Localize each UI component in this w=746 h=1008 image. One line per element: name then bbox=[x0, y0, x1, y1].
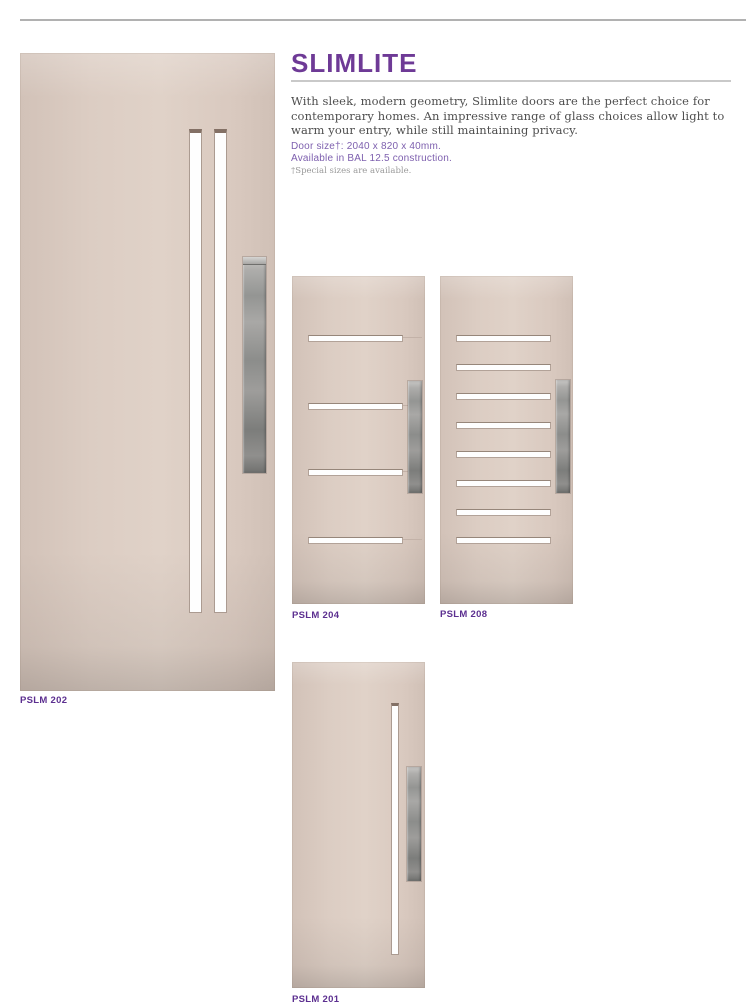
groove-line bbox=[403, 337, 422, 338]
glass-slit-horizontal bbox=[456, 422, 551, 429]
door-image-pslm-208-eight-horizontal-lites bbox=[440, 276, 573, 604]
glass-slit-horizontal bbox=[456, 451, 551, 458]
glass-slit-horizontal bbox=[456, 537, 551, 544]
glass-slit-horizontal bbox=[308, 469, 403, 476]
description-text: With sleek, modern geometry, Slimlite doors are the perfect choice for contemporary homes. An impressive range of glass choices allow light to warm your entry, while still maintaining privacy. bbox=[291, 94, 725, 138]
glass-slit-horizontal bbox=[456, 335, 551, 342]
door-handle bbox=[407, 767, 421, 881]
door-handle bbox=[243, 257, 266, 473]
product-label-pslm-204: PSLM 204 bbox=[292, 610, 340, 621]
glass-slit-horizontal bbox=[308, 537, 403, 544]
glass-slit-horizontal bbox=[456, 393, 551, 400]
glass-slit-horizontal bbox=[456, 480, 551, 487]
door-handle-cap bbox=[243, 257, 266, 265]
door-image-pslm-204-four-horizontal-lites bbox=[292, 276, 425, 604]
glass-slit-horizontal bbox=[308, 335, 403, 342]
product-label-pslm-201: PSLM 201 bbox=[292, 994, 340, 1005]
page-title: SLIMLITE bbox=[291, 48, 418, 78]
door-handle bbox=[408, 381, 422, 493]
glass-slit-vertical bbox=[189, 129, 202, 613]
door-image-pslm-202-two-vertical-lites bbox=[20, 53, 275, 691]
glass-slit-horizontal bbox=[456, 509, 551, 516]
footnote-text: †Special sizes are available. bbox=[291, 166, 412, 176]
bal-rating-text: Available in BAL 12.5 construction. bbox=[291, 153, 452, 164]
glass-slit-vertical bbox=[391, 703, 399, 955]
top-divider bbox=[20, 19, 746, 21]
glass-slit-horizontal bbox=[456, 364, 551, 371]
glass-slit-vertical bbox=[214, 129, 227, 613]
door-size-text: Door size†: 2040 x 820 x 40mm. bbox=[291, 141, 441, 152]
glass-slit-horizontal bbox=[308, 403, 403, 410]
door-handle bbox=[556, 380, 570, 493]
door-image-pslm-201-one-vertical-lite bbox=[292, 662, 425, 988]
product-label-pslm-202: PSLM 202 bbox=[20, 695, 68, 706]
product-label-pslm-208: PSLM 208 bbox=[440, 609, 488, 620]
groove-line bbox=[403, 539, 422, 540]
title-divider bbox=[291, 80, 731, 82]
